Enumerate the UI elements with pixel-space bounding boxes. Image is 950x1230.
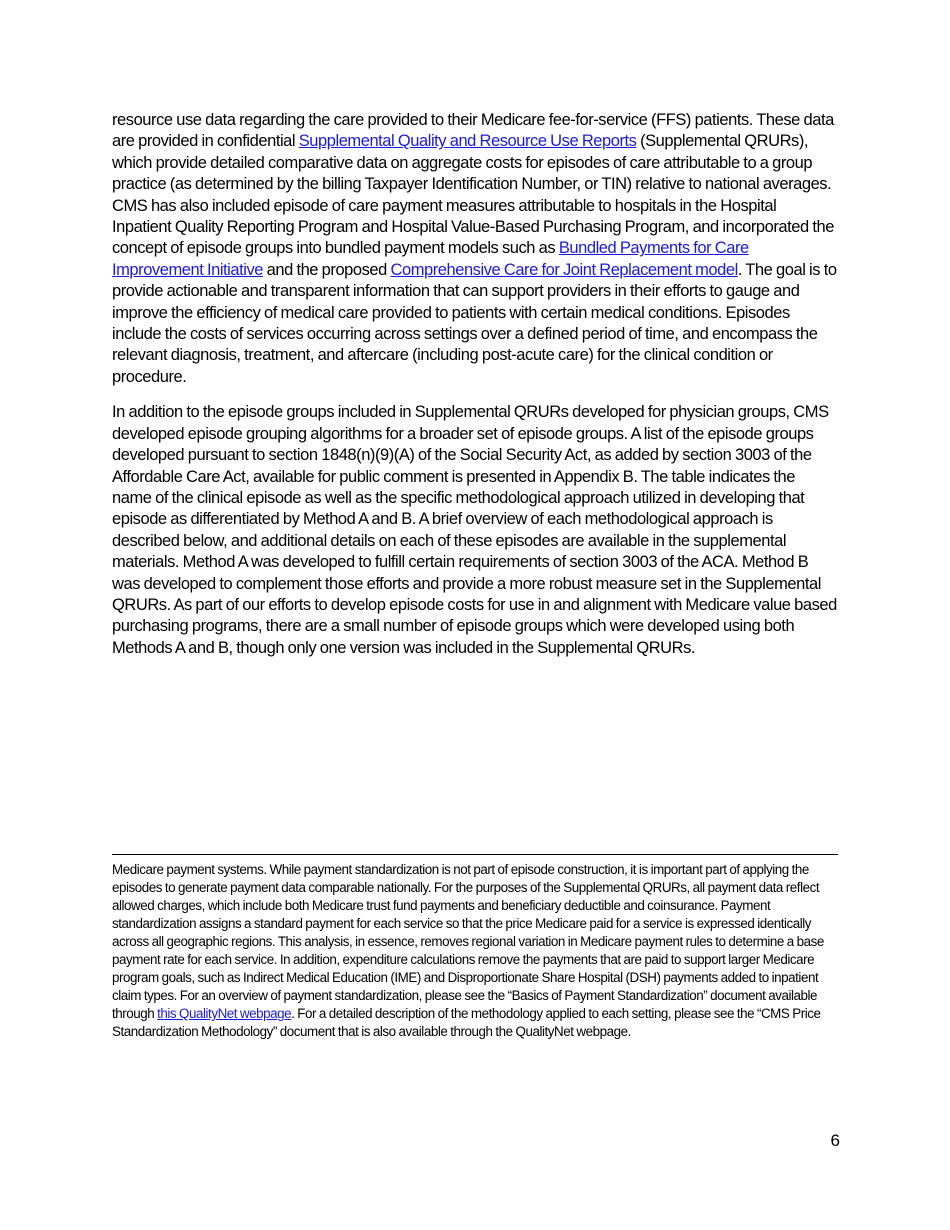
page-number: 6 xyxy=(830,1131,840,1150)
paragraph-text: . The goal is to provide actionable and transparent information that can support providers in their efforts to gauge and improve the efficiency of medical care provided to patients with certain medical conditions. Episodes include the costs of services occurring across settings over a defined period of time, and encompass the relevant diagnosis, treatment, and aftercare (including post-acute care) for the clinical condition or procedure. xyxy=(112,260,837,386)
paragraph-text: and the proposed xyxy=(263,260,391,279)
footnote xyxy=(112,861,842,1041)
footnote-separator xyxy=(112,854,838,855)
paragraph-text: (Supplemental QRURs), which provide detailed comparative data on aggregate costs for episodes of care attributable to a group practice (as determined by the billing Taxpayer Identification Number, or TIN) relative to national averages. CMS has also included episode of care payment measures attributable to hospitals in the Hospital Inpatient Quality Reporting Program and Hospital Value-Based Purchasing Program, and incorporated the concept of episode groups into bundled payment models such as xyxy=(112,132,834,258)
document-body xyxy=(112,110,838,659)
joint-replacement-model-link[interactable]: Comprehensive Care for Joint Replacement model xyxy=(390,260,738,279)
paragraph-text: resource use data regarding the care provided to their Medicare fee-for-service (FFS) patients. These data are provided in confidential xyxy=(112,111,834,151)
footnote-text: . For a detailed description of the methodology applied to each setting, please see the “CMS Price Standardization Methodology” document that is also available through the QualityNet webpage. xyxy=(112,1006,821,1039)
paragraph-episode-data xyxy=(112,110,838,388)
footnote-text: Medicare payment systems. While payment standardization is not part of episode construction, it is important part of applying the episodes to generate payment data comparable nationally. For the purposes of the Supplemental QRURs, all payment data reflect allowed charges, which include both Medicare trust fund payments and beneficiary deductible and coinsurance. Payment standardization assigns a standard payment for each service so that the price Medicare paid for a service is expressed identically across all geographic regions. This analysis, in essence, removes regional variation in Medicare payment rules to determine a base payment rate for each service. In addition, expenditure calculations remove the payments that are paid to support larger Medicare program goals, such as Indirect Medical Education (IME) and Disproportionate Share Hospital (DSH) payments added to inpatient claim types. For an overview of payment standardization, please see the “Basics of Payment Standardization” document available through xyxy=(112,862,824,1021)
bundled-payments-link[interactable]: Bundled Payments for Care Improvement Initiative xyxy=(112,239,749,279)
qualitynet-webpage-link[interactable]: this QualityNet webpage xyxy=(157,1006,292,1021)
paragraph-episode-groups: In addition to the episode groups included in Supplemental QRURs developed for physician groups, CMS developed episode grouping algorithms for a broader set of episode groups. A list of the episode groups developed pursuant to section 1848(n)(9)(A) of the Social Security Act, as added by section 3003 of the Affordable Care Act, available for public comment is presented in Appendix B. The table indicates the name of the clinical episode as well as the specific methodological approach utilized in developing that episode as differentiated by Method A and B. A brief overview of each methodological approach is described below, and additional details on each of these episodes are available in the supplemental materials. Method A was developed to fulfill certain requirements of section 3003 of the ACA. Method B was developed to complement those efforts and provide a more robust measure set in the Supplemental QRURs. As part of our efforts to develop episode costs for use in and alignment with Medicare value based purchasing programs, there are a small number of episode groups which were developed using both Methods A and B, though only one version was included in the Supplemental QRURs. xyxy=(112,403,837,657)
supplemental-qrur-link[interactable]: Supplemental Quality and Resource Use Reports xyxy=(298,132,637,151)
